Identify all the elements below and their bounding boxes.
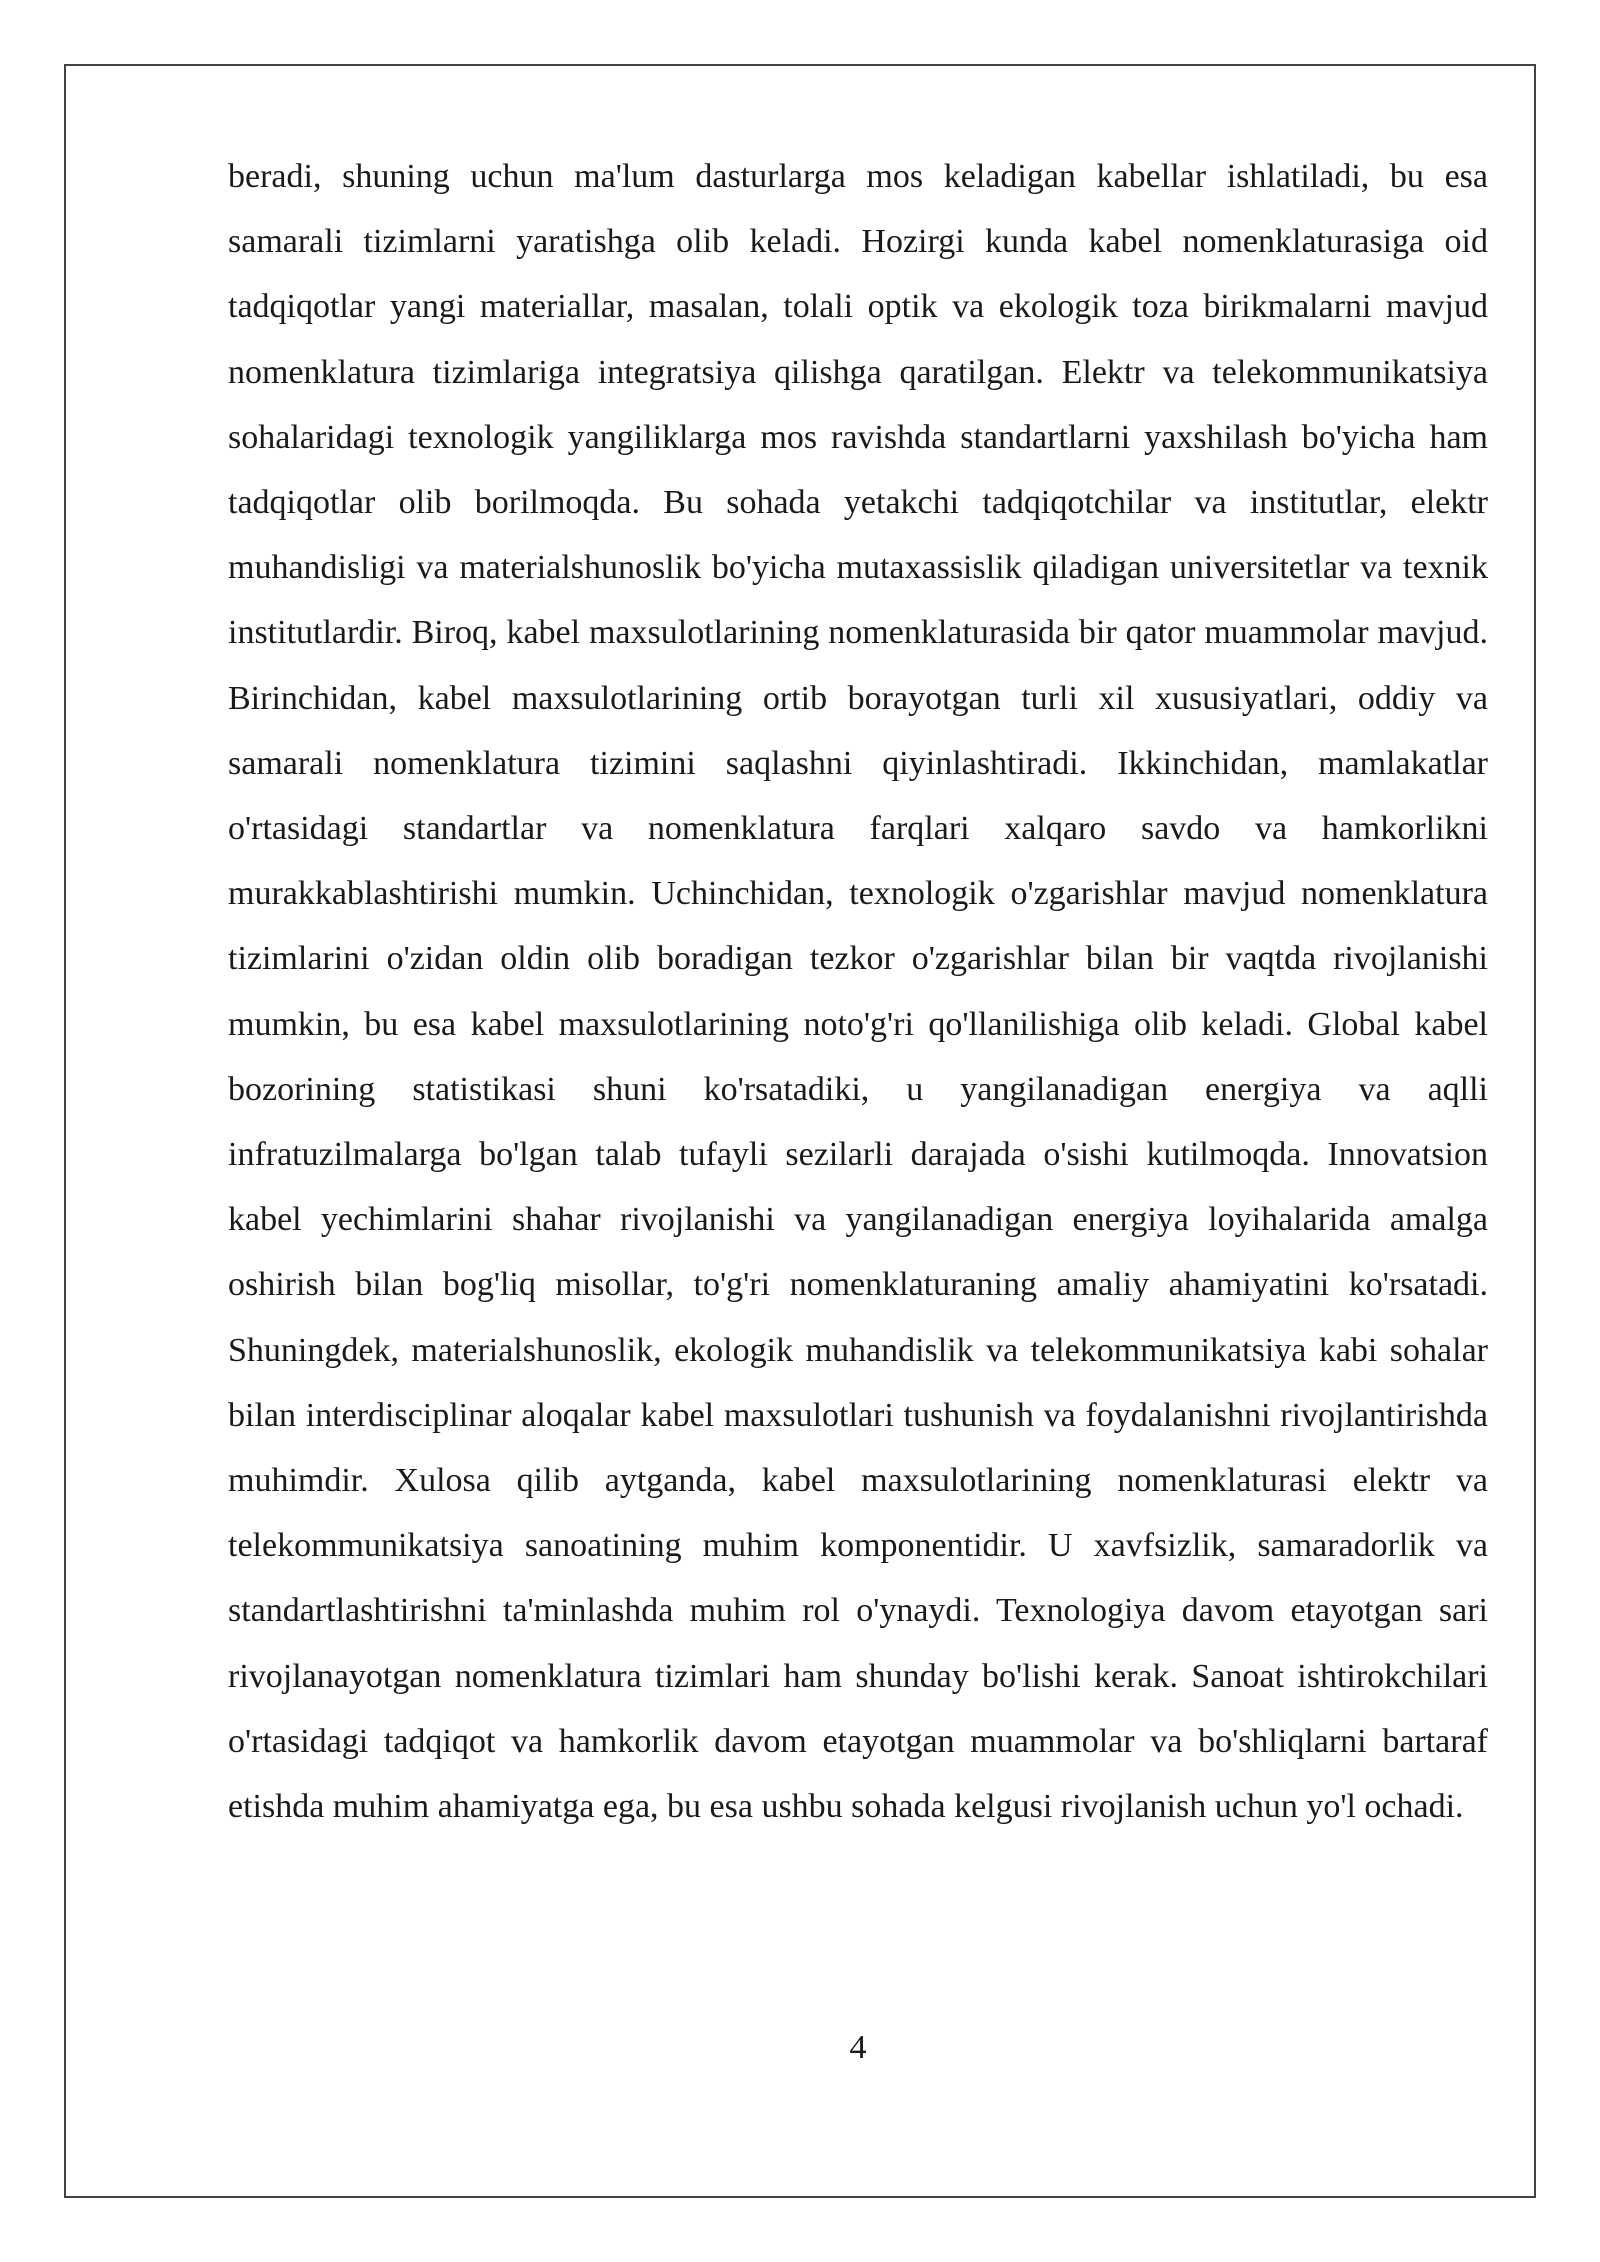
page-number: 4: [849, 2029, 867, 2066]
body-paragraph: beradi, shuning uchun ma'lum dasturlarga mos keladigan kabellar ishlatiladi, bu esa samarali tizimlarni yaratishga olib keladi. Hozirgi kunda kabel nomenklaturasiga oid tadqiqotlar yangi materiallar, masalan, tolali optik va ekologik toza birikmalarni mavjud nomenklatura tizimlariga integratsiya qilishga qaratilgan. Elektr va telekommunikatsiya sohalaridagi texnologik yangiliklarga mos ravishda standartlarni yaxshilash bo'yicha ham tadqiqotlar olib borilmoqda. Bu sohada yetakchi tadqiqotchilar va institutlar, elektr muhandisligi va materialshunoslik bo'yicha mutaxassislik qiladigan universitetlar va texnik institutlardir. Biroq, kabel maxsulotlarining nomenklaturasida bir qator muammolar mavjud. Birinchidan, kabel maxsulotlarining ortib borayotgan turli xil xususiyatlari, oddiy va samarali nomenklatura tizimini saqlashni qiyinlashtiradi. Ikkinchidan, mamlakatlar o'rtasidagi standartlar va nomenklatura farqlari xalqaro savdo va hamkorlikni murakkablashtirishi mumkin. Uchinchidan, texnologik o'zgarishlar mavjud nomenklatura tizimlarini o'zidan oldin olib boradigan tezkor o'zgarishlar bilan bir vaqtda rivojlanishi mumkin, bu esa kabel maxsulotlarining noto'g'ri qo'llanilishiga olib keladi. Global kabel bozorining statistikasi shuni ko'rsatadiki, u yangilanadigan energiya va aqlli infratuzilmalarga bo'lgan talab tufayli sezilarli darajada o'sishi kutilmoqda. Innovatsion kabel yechimlarini shahar rivojlanishi va yangilanadigan energiya loyihalarida amalga oshirish bilan bog'liq misollar, to'g'ri nomenklaturaning amaliy ahamiyatini ko'rsatadi. Shuningdek, materialshunoslik, ekologik muhandislik va telekommunikatsiya kabi sohalar bilan interdisciplinar aloqalar kabel maxsulotlari tushunish va foydalanishni rivojlantirishda muhimdir. Xulosa qilib aytganda, kabel maxsulotlarining nomenklaturasi elektr va telekommunikatsiya sanoatining muhim komponentidir. U xavfsizlik, samaradorlik va standartlashtirishni ta'minlashda muhim rol o'ynaydi. Texnologiya davom etayotgan sari rivojlanayotgan nomenklatura tizimlari ham shunday bo'lishi kerak. Sanoat ishtirokchilari o'rtasidagi tadqiqot va hamkorlik davom etayotgan muammolar va bo'shliqlarni bartaraf etishda muhim ahamiyatga ega, bu esa ushbu sohada kelgusi rivojlanish uchun yo'l ochadi.: [228, 158, 1488, 1826]
